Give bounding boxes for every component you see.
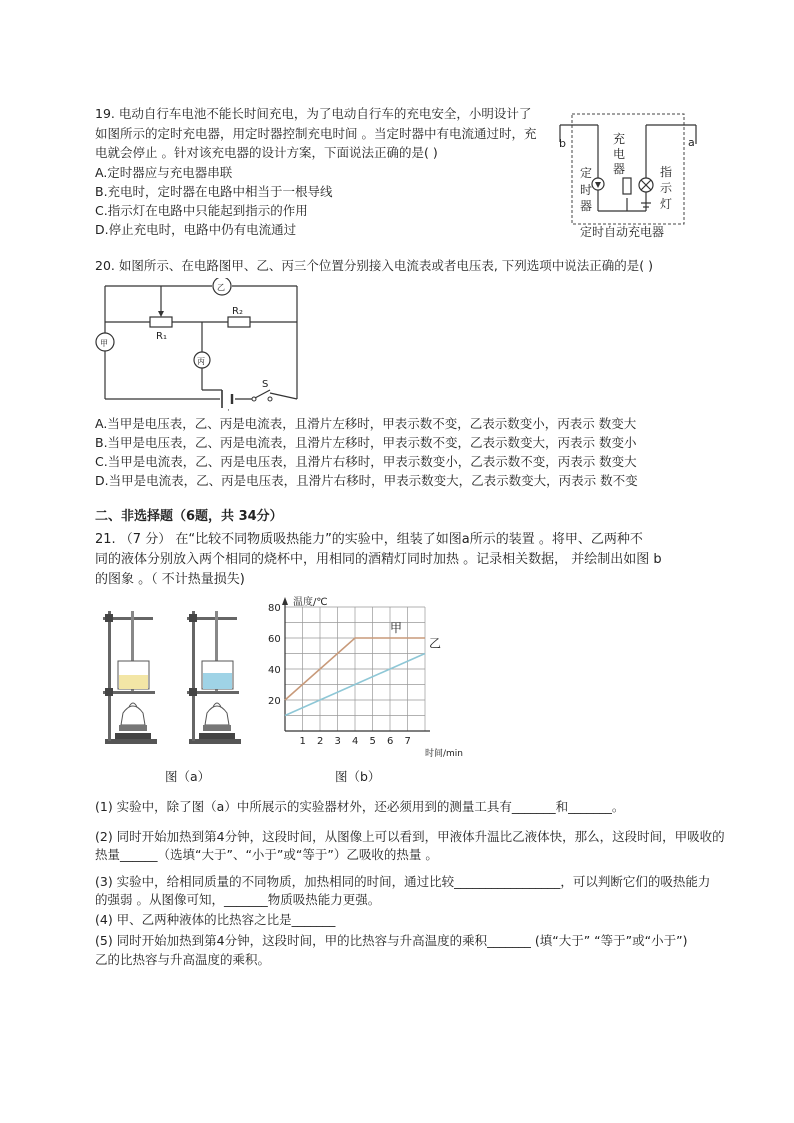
figure-a-caption: 图（a） — [165, 769, 211, 784]
q20-option-d: D.当甲是电流表，乙、丙是电压表，且滑片右移时，甲表示数变大，乙表示数变大，丙表示 数不变 — [95, 473, 638, 488]
x-tick-label: 1 — [299, 736, 306, 747]
q21-sub-5-line-1: (5) 同时开始加热到第4分钟，这段时间，甲的比热容与升高温度的乘积_______ (填“大于” “等于”或“小于”) — [95, 933, 688, 948]
q19-option-d: D.停止充电时，电路中仍有电流通过 — [95, 222, 297, 237]
x-tick-label: 3 — [334, 736, 341, 747]
lamp-char-2: 示 — [660, 181, 673, 195]
q21-sub-2-line-2: 热量______（选填“大于”、“小于”或“等于”）乙吸收的热量 。 — [95, 847, 438, 862]
charger-char-3: 器 — [613, 162, 626, 176]
y-axis-arrow — [282, 597, 288, 605]
q21-sub-3-line-1: (3) 实验中，给相同质量的不同物质，加热相同的时间，通过比较_________________，可以判断它们的吸热能力 — [95, 874, 711, 889]
series-label-jia: 甲 — [390, 621, 403, 635]
q20-stem: 20. 如图所示、在电路图甲、乙、丙三个位置分别接入电流表或者电压表, 下列选项中说法正确的是( ) — [95, 258, 654, 273]
q21-sub-4: (4) 甲、乙两种液体的比热容之比是_______ — [95, 912, 336, 927]
resistor-symbol — [623, 178, 631, 194]
y-tick-label: 40 — [268, 665, 281, 676]
q19-option-a: A.定时器应与充电器串联 — [95, 165, 233, 180]
timer-char-3: 器 — [580, 199, 593, 213]
q19-option-b: B.充电时，定时器在电路中相当于一根导线 — [95, 184, 333, 199]
x-tick-label: 6 — [387, 736, 394, 747]
rheostat-r1 — [150, 317, 172, 327]
q20-option-b: B.当甲是电压表，乙、丙是电流表，且滑片左移时，甲表示数不变，乙表示数变大，丙表示 数变小 — [95, 435, 637, 450]
y-axis-label: 温度/℃ — [293, 597, 328, 608]
x-tick-label: 2 — [317, 736, 324, 747]
figure-a-apparatus — [95, 603, 265, 753]
charger-char-1: 充 — [613, 132, 626, 146]
lamp-char-1: 指 — [660, 165, 673, 179]
apparatus-right — [187, 611, 241, 744]
x-axis-label: 时间/min — [425, 749, 464, 759]
q21-stem-line-1: 21. （7 分） 在“比较不同物质吸热能力”的实验中，组装了如图a所示的装置 。将甲、乙两种不 — [95, 532, 643, 547]
q19-stem-line-1: 19. 电动自行车电池不能长时间充电，为了电动自行车的充电安全，小明设计了 — [95, 106, 532, 121]
q20-option-c: C.当甲是电流表，乙、丙是电压表，且滑片右移时，甲表示数变小，乙表示数不变，丙表示 数变大 — [95, 454, 637, 469]
q21-sub-3-line-2: 的强弱 。从图像可知，_______物质吸热能力更强。 — [95, 892, 381, 907]
y-tick-label: 80 — [268, 603, 281, 614]
y-tick-label: 60 — [268, 634, 281, 645]
svg-text:·: · — [227, 406, 230, 413]
q21-stem-line-2: 同的液体分别放入两个相同的烧杯中，用相同的酒精灯同时加热 。记录相关数据， 并绘制出如图 b — [95, 552, 662, 567]
q20-option-a: A.当甲是电压表，乙、丙是电流表，且滑片左移时，甲表示数不变，乙表示数变小，丙表示 数变大 — [95, 416, 637, 431]
q19-stem-line-3: 电就会停止 。针对该充电器的设计方案，下面说法正确的是( ) — [95, 145, 438, 160]
label-a: a — [688, 136, 695, 149]
meter-jia-label: 甲 — [100, 339, 108, 348]
q20-circuit-figure — [92, 278, 307, 413]
graph-grid — [285, 607, 425, 731]
q21-sub-2-line-1: (2) 同时开始加热到第4分钟，这段时间，从图像上可以看到，甲液体升温比乙液体快，那么，这段时间，甲吸收的 — [95, 829, 725, 844]
series-label-yi: 乙 — [429, 636, 442, 651]
timer-char-1: 定 — [580, 166, 593, 180]
figure-b-caption: 图（b） — [335, 769, 381, 784]
q19-option-c: C.指示灯在电路中只能起到指示的作用 — [95, 203, 308, 218]
y-tick-label: 20 — [268, 696, 281, 707]
meter-yi-label: 乙 — [217, 283, 225, 292]
r1-label: R₁ — [156, 331, 167, 342]
charger-char-2: 电 — [613, 147, 626, 161]
r2-label: R₂ — [232, 306, 243, 317]
lamp-char-3: 灯 — [660, 197, 673, 211]
q21-sub-5-line-2: 乙的比热容与升高温度的乘积。 — [95, 952, 271, 967]
q19-circuit-figure — [558, 108, 698, 243]
switch-label: S — [262, 379, 269, 390]
apparatus-left — [103, 611, 157, 744]
section-2-title: 二、非选择题（6题，共 34分） — [95, 509, 283, 524]
x-tick-label: 5 — [369, 736, 376, 747]
timer-char-2: 时 — [580, 183, 593, 197]
figure-b-graph — [265, 593, 485, 763]
q21-sub-1: (1) 实验中，除了图（a）中所展示的实验器材外，还必须用到的测量工具有_______和_______。 — [95, 799, 625, 814]
resistor-r2 — [228, 317, 250, 327]
x-tick-label: 4 — [352, 736, 359, 747]
meter-bing-label: 丙 — [197, 357, 205, 366]
q19-figure-caption: 定时自动充电器 — [580, 225, 665, 239]
q21-stem-line-3: 的图象 。（ 不计热量损失) — [95, 572, 245, 587]
x-tick-label: 7 — [404, 736, 411, 747]
q19-stem-line-2: 如图所示的定时充电器，用定时器控制充电时间 。当定时器中有电流通过时，充 — [95, 126, 537, 141]
label-b: b — [559, 137, 566, 150]
